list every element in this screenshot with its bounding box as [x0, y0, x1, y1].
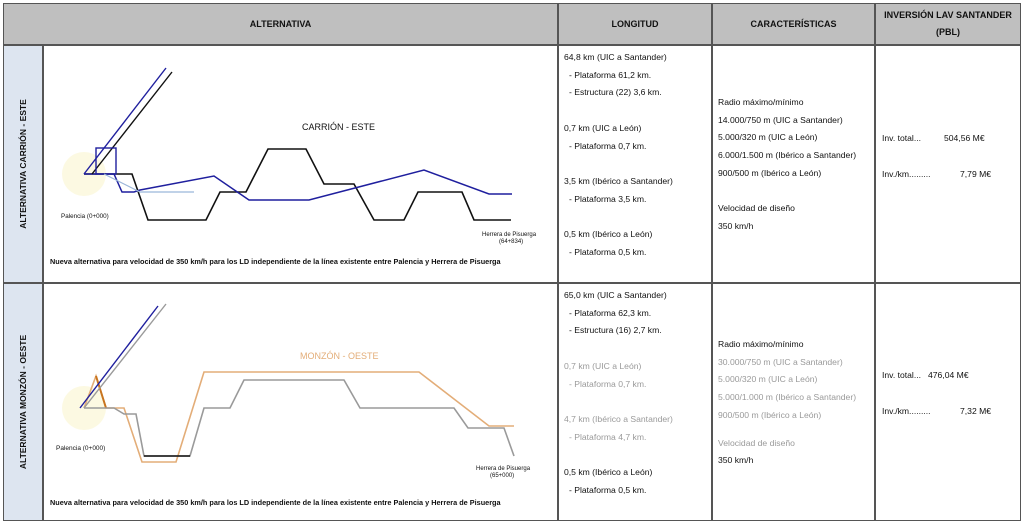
- header-longitud: [558, 3, 712, 45]
- row1-inv-total: [882, 133, 985, 143]
- row1-longitud-line-5: - Plataforma 0,7 km.: [569, 140, 647, 151]
- row2-caracteristicas-cell: [712, 283, 875, 521]
- row2-route-map: [44, 284, 557, 520]
- row2-side-label: ALTERNATIVA MONZÓN - OESTE: [18, 334, 28, 470]
- row2-longitud-line-6: 4,7 km (Ibérico a Santander): [564, 413, 673, 424]
- row1-inv-total-value: 504,56 M€: [944, 133, 985, 143]
- row2-longitud-line-8: 0,5 km (Ibérico a León): [564, 466, 653, 477]
- row2-inv-km-label: Inv./km.........: [882, 406, 931, 416]
- row1-inv-km-label: Inv./km.........: [882, 169, 931, 179]
- row1-side-label-cell: [3, 45, 43, 283]
- row2-inv-total-label: Inv. total...: [882, 370, 922, 380]
- row2-end-label-1: Herrera de Pisuerga: [476, 466, 531, 472]
- row2-end-label-2: (65+000): [490, 473, 515, 479]
- row2-carac-line-7: 350 km/h: [718, 455, 754, 466]
- row1-start-label: Palencia (0+000): [61, 213, 109, 220]
- row1-map-title: CARRIÓN - ESTE: [302, 122, 376, 132]
- row1-longitud-line-7: - Plataforma 3,5 km.: [569, 193, 647, 204]
- row1-longitud-cell: [558, 45, 712, 283]
- header-alternativa: [3, 3, 558, 45]
- row2-longitud-cell: [558, 283, 712, 521]
- header-inversion-line1: INVERSIÓN LAV SANTANDER: [884, 10, 1012, 20]
- row2-inversion-cell: [875, 283, 1021, 521]
- row1-inversion-cell: [875, 45, 1021, 283]
- row2-inv-total: [882, 370, 969, 380]
- row1-route-blue: [84, 170, 512, 200]
- row1-carac-line-6: Velocidad de diseño: [718, 203, 795, 214]
- row2-longitud-line-3: - Estructura (16) 2,7 km.: [569, 325, 662, 336]
- row1-end-label-2: (64+834): [499, 239, 524, 245]
- header-alternativa-text: ALTERNATIVA: [249, 19, 312, 29]
- row2-longitud-line-1: 65,0 km (UIC a Santander): [564, 290, 667, 300]
- row1-description: Nueva alternativa para velocidad de 350 km/h para los LD independiente de la línea existente entre Palencia y Herrera de Pisuerga: [50, 257, 501, 266]
- row1-longitud-line-8: 0,5 km (Ibérico a León): [564, 228, 653, 239]
- row1-longitud-line-4: 0,7 km (UIC a León): [564, 122, 642, 133]
- row2-map-cell: [43, 283, 558, 521]
- header-caracteristicas: [712, 3, 875, 45]
- header-inversion: [875, 3, 1021, 45]
- row2-inv-km: [882, 406, 992, 416]
- row2-longitud-line-4: 0,7 km (UIC a León): [564, 360, 642, 371]
- header-longitud-text: LONGITUD: [611, 19, 659, 29]
- row1-longitud-line-9: - Plataforma 0,5 km.: [569, 246, 647, 257]
- row1-branch-black: [92, 72, 172, 174]
- row2-carac-line-2: 30.000/750 m (UIC a Santander): [718, 356, 843, 367]
- row2-route-orange: [84, 372, 514, 462]
- row2-map-title: MONZÓN - OESTE: [300, 351, 379, 361]
- row2-description: Nueva alternativa para velocidad de 350 km/h para los LD independiente de la línea existente entre Palencia y Herrera de Pisuerga: [50, 498, 501, 507]
- header-inversion-line2: (PBL): [936, 27, 960, 37]
- row1-map-cell: [43, 45, 558, 283]
- row2-carac-line-5: 900/500 m (Ibérico a León): [718, 409, 822, 420]
- row2-longitud-line-7: - Plataforma 4,7 km.: [569, 431, 647, 442]
- row2-inv-km-value: 7,32 M€: [960, 406, 992, 416]
- row1-carac-line-2: 14.000/750 m (UIC a Santander): [718, 114, 843, 125]
- row1-route-black: [84, 149, 511, 220]
- alternatives-table: [3, 3, 1021, 521]
- row2-longitud-line-5: - Plataforma 0,7 km.: [569, 378, 647, 389]
- row1-inv-total-label: Inv. total...: [882, 133, 922, 143]
- row2-carac-line-4: 5.000/1.000 m (Ibérico a Santander): [718, 392, 857, 403]
- row1-inv-km-value: 7,79 M€: [960, 169, 992, 179]
- row2-branch-blue: [80, 306, 158, 408]
- row1-carac-line-5: 900/500 m (Ibérico a León): [718, 167, 822, 178]
- row2-side-label-cell: [3, 283, 43, 521]
- header-caracteristicas-text: CARACTERÍSTICAS: [750, 19, 837, 29]
- row2-route-gray: [84, 380, 514, 456]
- row2-carac-line-3: 5.000/320 m (UIC a León): [718, 374, 818, 385]
- row2-branch-gray: [84, 304, 166, 408]
- row2-inv-total-value: 476,04 M€: [928, 370, 969, 380]
- row2-start-label: Palencia (0+000): [56, 445, 106, 452]
- row1-carac-line-1: Radio máximo/mínimo: [718, 97, 804, 107]
- row2-carac-line-6: Velocidad de diseño: [718, 437, 795, 448]
- row1-caracteristicas-cell: [712, 45, 875, 283]
- row1-carac-line-3: 5.000/320 m (UIC a León): [718, 132, 818, 143]
- row1-end-label-1: Herrera de Pisuerga: [482, 232, 537, 238]
- row1-carac-line-4: 6.000/1.500 m (Ibérico a Santander): [718, 150, 857, 161]
- row1-inv-km: [882, 169, 992, 179]
- row2-longitud-line-9: - Plataforma 0,5 km.: [569, 484, 647, 495]
- row1-longitud-line-2: - Plataforma 61,2 km.: [569, 69, 652, 80]
- row2-carac-line-1: Radio máximo/mínimo: [718, 339, 804, 349]
- row1-longitud-line-6: 3,5 km (Ibérico a Santander): [564, 175, 673, 186]
- row1-carac-line-7: 350 km/h: [718, 220, 754, 231]
- row1-longitud-line-3: - Estructura (22) 3,6 km.: [569, 87, 662, 98]
- row1-route-map: [44, 46, 557, 282]
- row1-side-label: ALTERNATIVA CARRIÓN - ESTE: [18, 99, 28, 229]
- row2-longitud-line-2: - Plataforma 62,3 km.: [569, 307, 652, 318]
- row1-longitud-line-1: 64,8 km (UIC a Santander): [564, 52, 667, 62]
